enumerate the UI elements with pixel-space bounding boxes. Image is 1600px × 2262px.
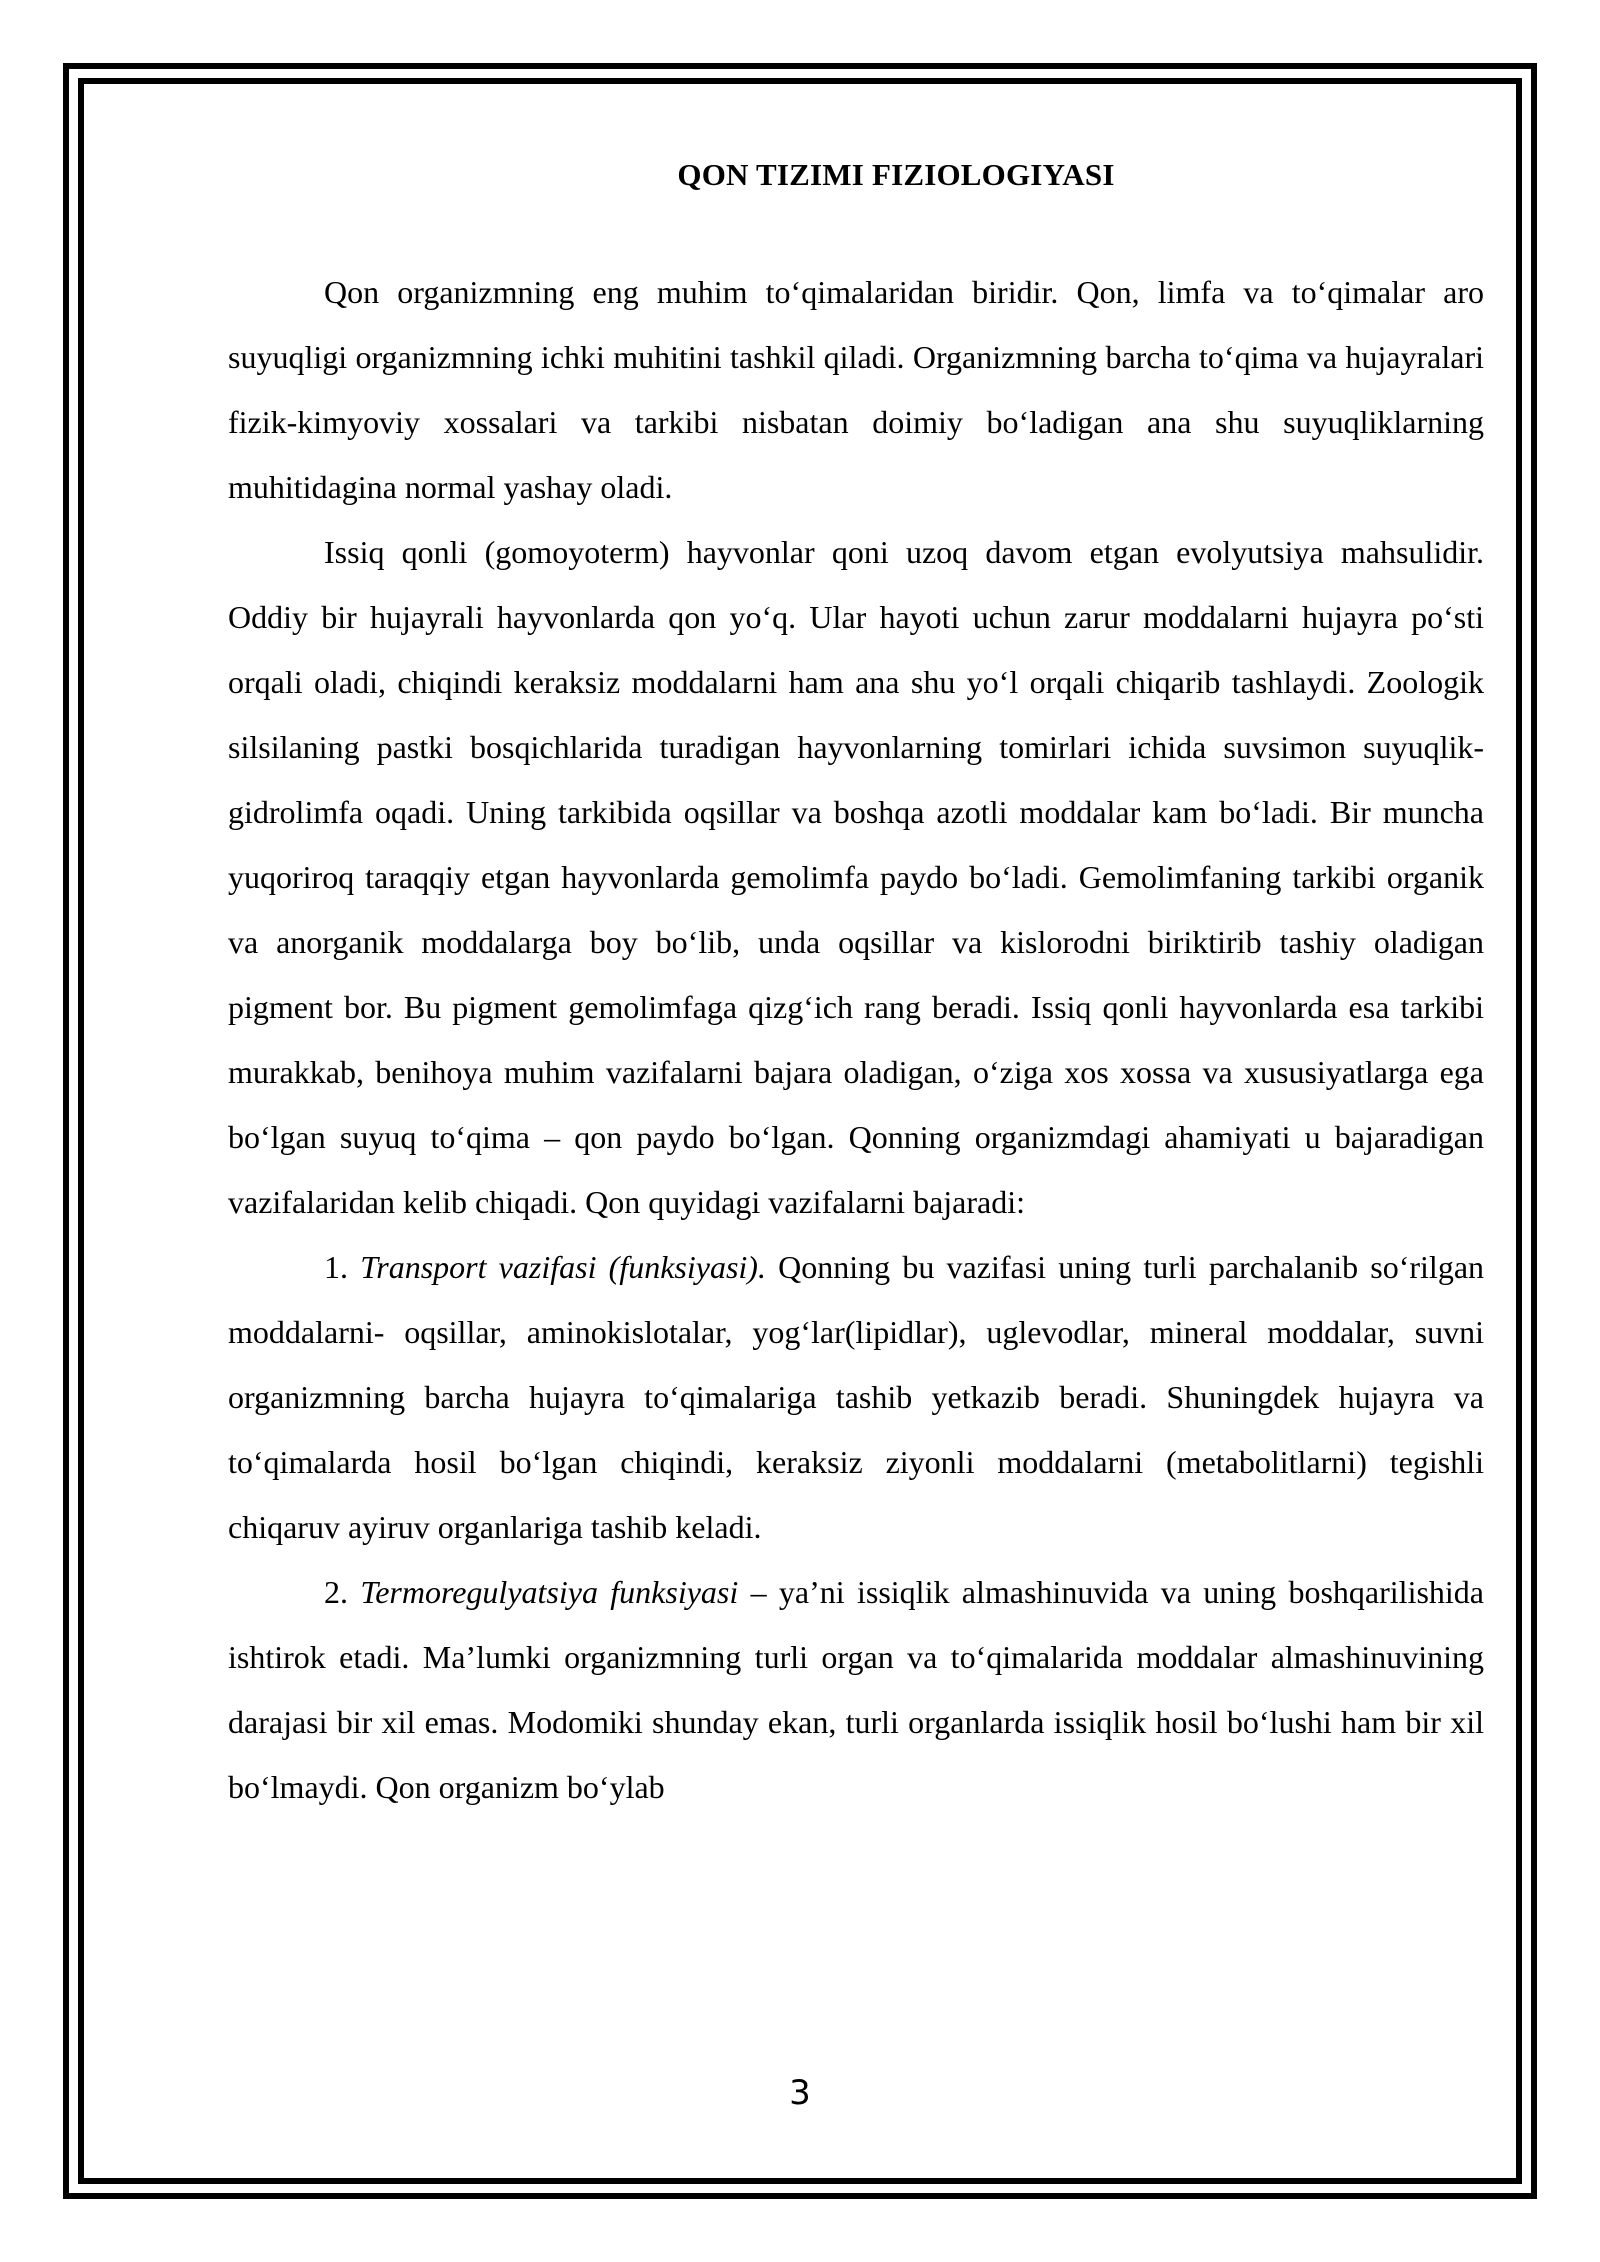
page-number: 3 (789, 2073, 811, 2113)
document-title: QON TIZIMI FIZIOLOGIYASI (677, 157, 1115, 192)
paragraph-3-text: Qonning bu vazifasi uning turli parchalanib so‘rilgan moddalarni- oqsillar, aminokislotalar, yog‘lar(lipidlar), uglevodlar, mineral moddalar, suvni organizmning barcha hujayra to‘qimalariga tashib yetkazib beradi. Shuningdek hujayra va to‘qimalarda hosil bo‘lgan chiqindi, keraksiz ziyonli moddalarni (metabolitlarni) tegishli chiqaruv ayiruv organlariga tashib keladi. (228, 1249, 1485, 1545)
list-number-1: 1. (324, 1249, 348, 1285)
paragraph-1: Qon organizmning eng muhim to‘qimalaridan biridir. Qon, limfa va to‘qimalar aro suyuqligi organizmning ichki muhitini tashkil qiladi. Organizmning barcha to‘qima va hujayralari fizik-kimyoviy xossalari va tarkibi nisbatan doimiy bo‘ladigan ana shu suyuqliklarning muhitidagina normal yashay oladi. (228, 274, 1484, 505)
list-number-2: 2. (324, 1574, 348, 1610)
paragraph-2: Issiq qonli (gomoyoterm) hayvonlar qoni uzoq davom etgan evolyutsiya mahsulidir. Oddiy bir hujayrali hayvonlarda qon yo‘q. Ular hayoti uchun zarur moddalarni hujayra po‘sti orqali oladi, chiqindi keraksiz moddalarni ham ana shu yo‘l orqali chiqarib tashlaydi. Zoologik silsilaning pastki bosqichlarida turadigan hayvonlarning tomirlari ichida suvsimon suyuqlik-gidrolimfa oqadi. Uning tarkibida oqsillar va boshqa azotli moddalar kam bo‘ladi. Bir muncha yuqoriroq taraqqiy etgan hayvonlarda gemolimfa paydo bo‘ladi. Gemolimfaning tarkibi organik va anorganik moddalarga boy bo‘lib, unda oqsillar va kislorodni biriktirib tashiy oladigan pigment bor. Bu pigment gemolimfaga qizg‘ich rang beradi. Issiq qonli hayvonlarda esa tarkibi murakkab, benihoya muhim vazifalarni bajara oladigan, o‘ziga xos xossa va xususiyatlarga ega bo‘lgan suyuq to‘qima – qon paydo bo‘lgan. Qonning organizmdagi ahamiyati u bajaradigan vazifalaridan kelib chiqadi. Qon quyidagi vazifalarni bajaradi: (228, 534, 1484, 1220)
term-thermoregulation-function: Termoregulyatsiya funksiyasi (360, 1574, 739, 1610)
term-transport-function: Transport vazifasi (funksiyasi). (360, 1249, 766, 1285)
paragraph-4 (228, 1560, 1484, 1820)
paragraph-4-text: – ya’ni issiqlik almashinuvida va uning boshqarilishida ishtirok etadi. Ma’lumki organizmning turli organ va to‘qimalarida moddalar almashinuvining darajasi bir xil emas. Modomiki shunday ekan, turli organlarda issiqlik hosil bo‘lushi ham bir xil bo‘lmaydi. Qon organizm bo‘ylab (228, 1574, 1485, 1805)
paragraph-3 (228, 1235, 1484, 1560)
document-body (228, 145, 1484, 1820)
